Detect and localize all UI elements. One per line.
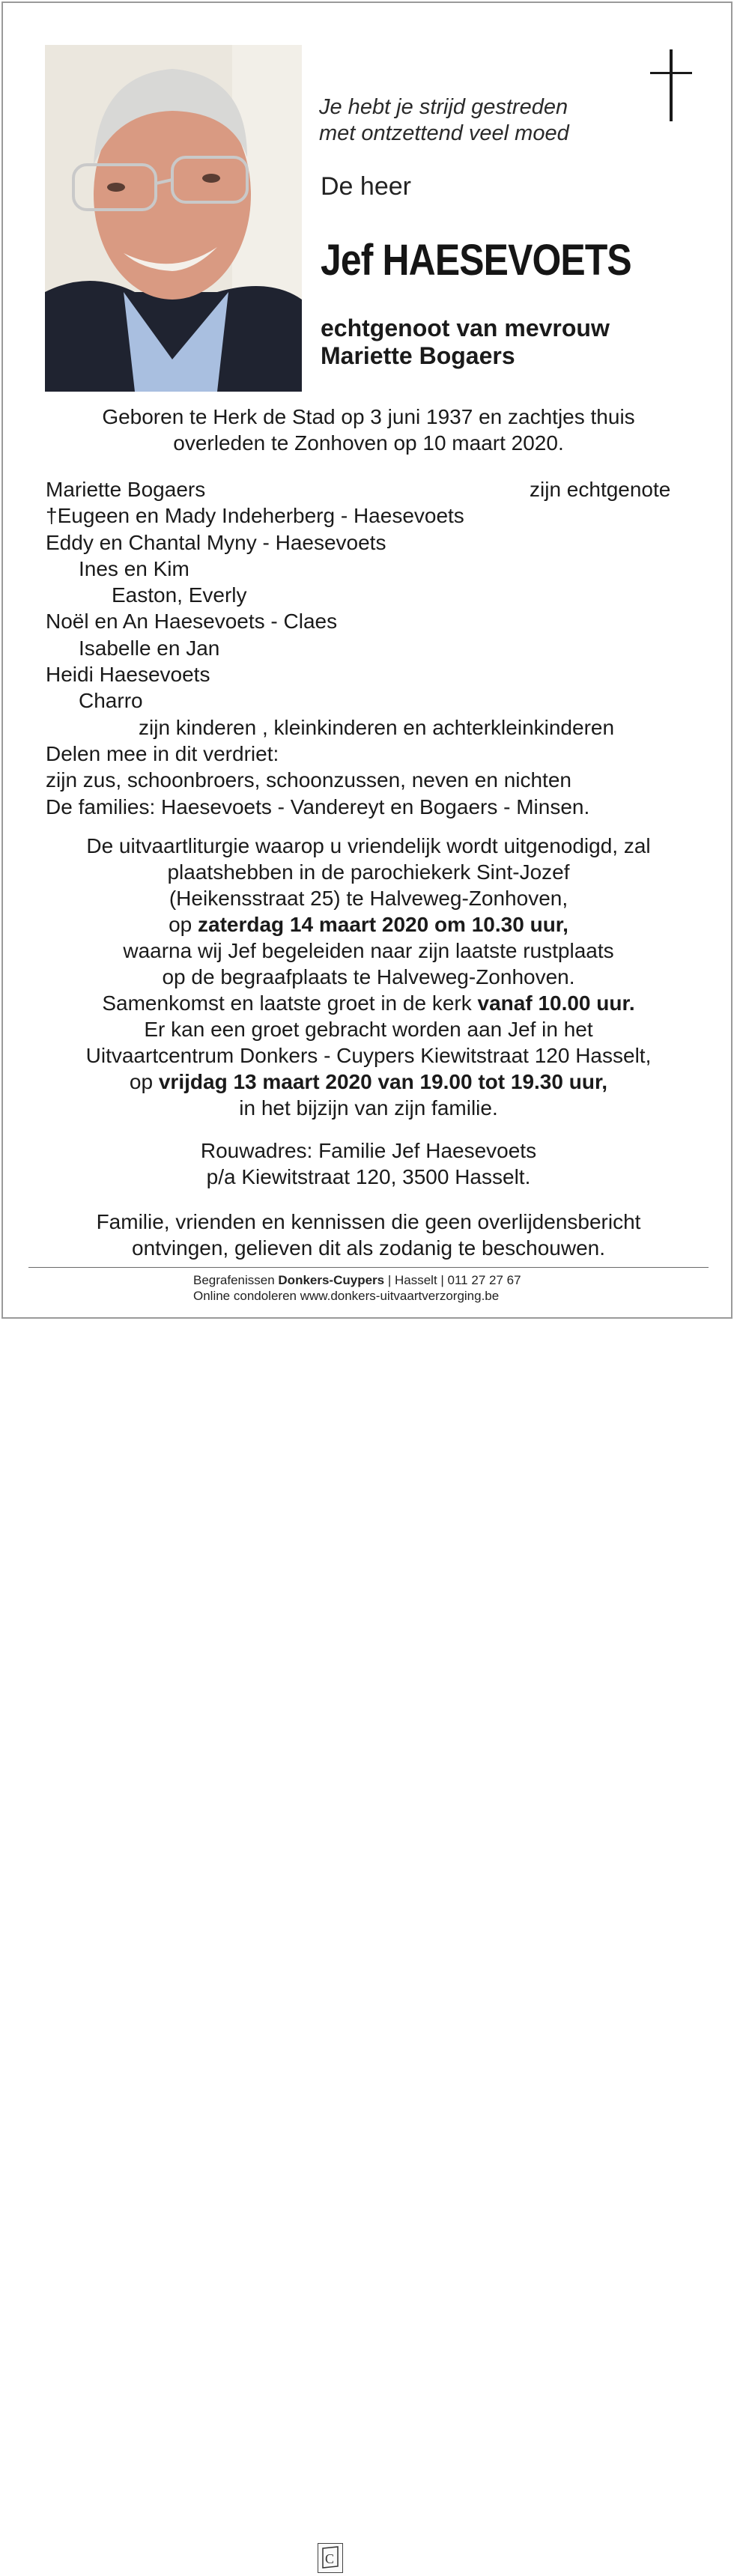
closing-line: ontvingen, gelieven dit als zodanig te beschouwen. bbox=[132, 1236, 605, 1260]
visitation-time: vrijdag 13 maart 2020 van 19.00 tot 19.30 uur, bbox=[158, 1070, 608, 1093]
funeral-date: zaterdag 14 maart 2020 om 10.30 uur, bbox=[198, 913, 568, 936]
funeral-line bbox=[33, 911, 704, 938]
closing-line: Familie, vrienden en kennissen die geen overlijdensbericht bbox=[96, 1210, 641, 1233]
family-row: Easton, Everly bbox=[112, 583, 247, 607]
funeral-line: (Heikensstraat 25) te Halveweg-Zonhoven, bbox=[169, 887, 568, 910]
family-row: Eddy en Chantal Myny - Haesevoets bbox=[46, 530, 386, 554]
family-row: Charro bbox=[79, 689, 143, 713]
funeral-text: op bbox=[129, 1070, 159, 1093]
funeral-line: op de begraafplaats te Halveweg-Zonhoven. bbox=[162, 965, 575, 988]
family-row: Delen mee in dit verdriet: bbox=[46, 741, 279, 765]
funeral-line bbox=[33, 1069, 704, 1095]
family-row: †Eugeen en Mady Indeherberg - Haesevoets bbox=[46, 504, 464, 528]
family-row: Isabelle en Jan bbox=[79, 636, 220, 660]
funeral-line: Uitvaartcentrum Donkers - Cuypers Kiewitstraat 120 Hasselt, bbox=[85, 1044, 652, 1067]
obituary-card bbox=[1, 1, 733, 2566]
footer-text bbox=[193, 1272, 521, 1304]
family-row: zijn kinderen , kleinkinderen en achterkleinkinderen bbox=[139, 715, 615, 739]
relation-label: zijn echtgenote bbox=[530, 478, 671, 501]
funeral-details bbox=[33, 833, 704, 1121]
motto bbox=[319, 94, 634, 147]
death-line: overleden te Zonhoven op 10 maart 2020. bbox=[173, 431, 564, 455]
gathering-time: vanaf 10.00 uur. bbox=[477, 991, 635, 1015]
spouse-line: echtgenoot van mevrouw bbox=[321, 315, 610, 341]
spouse-info bbox=[321, 315, 610, 370]
funeral-text: Samenkomst en laatste groet in de kerk bbox=[102, 991, 478, 1015]
svg-text:C: C bbox=[325, 2551, 335, 2566]
footer-label: Begrafenissen bbox=[193, 1273, 279, 1287]
funeral-line: waarna wij Jef begeleiden naar zijn laatste rustplaats bbox=[123, 939, 614, 962]
footer-line-1 bbox=[193, 1272, 521, 1288]
footer-website[interactable]: Online condoleren www.donkers-uitvaartverzorging.be bbox=[193, 1289, 500, 1303]
family-row: Heidi Haesevoets bbox=[46, 663, 210, 687]
funeral-line: Er kan een groet gebracht worden aan Jef in het bbox=[144, 1018, 593, 1041]
mourning-address bbox=[33, 1137, 704, 1190]
deceased-name: Jef HAESEVOETS bbox=[321, 236, 631, 285]
funeral-line: in het bijzijn van zijn familie. bbox=[239, 1096, 498, 1120]
family-row: zijn zus, schoonbroers, schoonzussen, neven en nichten bbox=[46, 768, 571, 792]
cross-icon bbox=[650, 49, 692, 121]
family-row: De families: Haesevoets - Vandereyt en Bogaers - Minsen. bbox=[46, 795, 590, 818]
company-name: Donkers-Cuypers bbox=[278, 1273, 385, 1287]
family-member: Mariette Bogaers bbox=[46, 478, 206, 501]
family-list bbox=[46, 476, 705, 820]
birth-line: Geboren te Herk de Stad op 3 juni 1937 en zachtjes thuis bbox=[102, 405, 635, 428]
title-prefix: De heer bbox=[321, 172, 411, 201]
family-row: Noël en An Haesevoets - Claes bbox=[46, 610, 338, 634]
motto-line: met ontzettend veel moed bbox=[319, 121, 569, 145]
funeral-line: plaatshebben in de parochiekerk Sint-Jozef bbox=[167, 860, 570, 884]
funeral-text: op bbox=[169, 913, 198, 936]
footer-divider bbox=[28, 1267, 709, 1268]
address-line: Rouwadres: Familie Jef Haesevoets bbox=[200, 1139, 537, 1162]
footer-contact: | Hasselt | 011 27 27 67 bbox=[384, 1273, 521, 1287]
birth-death-text bbox=[33, 404, 704, 456]
family-row bbox=[46, 476, 705, 502]
spouse-name: Mariette Bogaers bbox=[321, 342, 515, 369]
funeral-line: De uitvaartliturgie waarop u vriendelijk wordt uitgenodigd, zal bbox=[86, 834, 651, 857]
funeral-home-logo-icon bbox=[318, 2543, 343, 2573]
closing-note bbox=[33, 1209, 704, 1261]
address-line: p/a Kiewitstraat 120, 3500 Hasselt. bbox=[206, 1165, 531, 1188]
funeral-line bbox=[33, 990, 704, 1016]
family-row: Ines en Kim bbox=[79, 556, 189, 580]
motto-line: Je hebt je strijd gestreden bbox=[319, 95, 568, 119]
portrait-photo bbox=[45, 45, 302, 392]
